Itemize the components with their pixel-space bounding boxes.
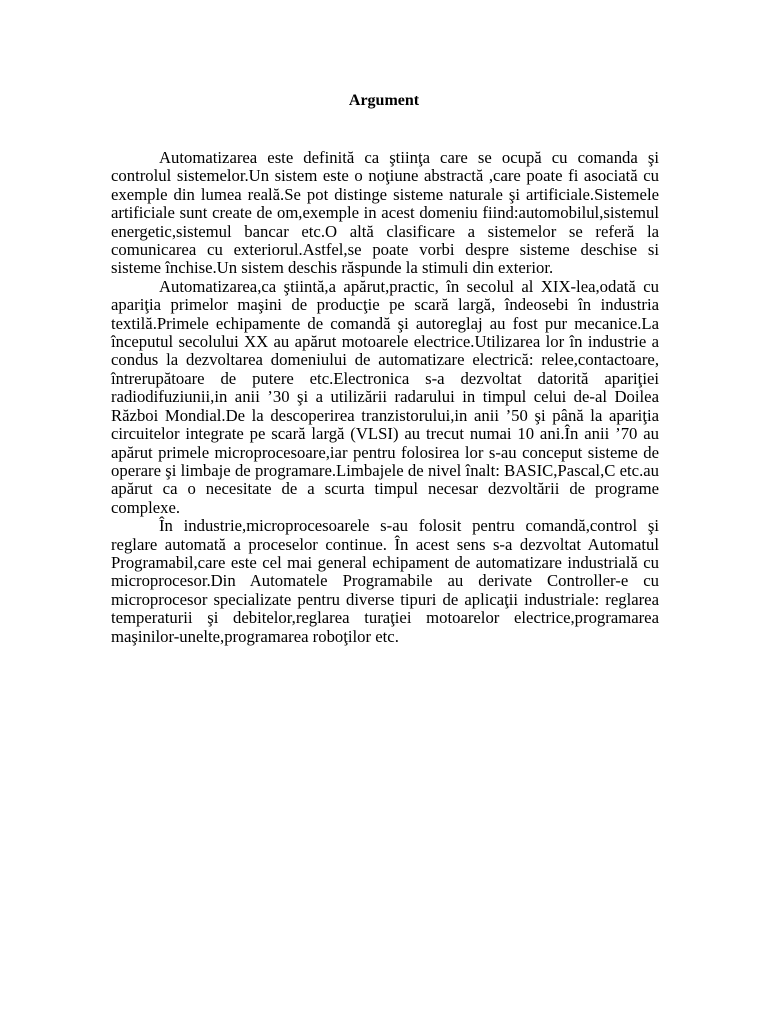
paragraph-3: În industrie,microprocesoarele s-au folosit pentru comandă,control şi reglare automată a proceselor continue. În acest sens s-a dezvoltat Automatul Programabil,care este cel mai general echipament de automatizare industrială cu microprocesor.Din Automatele Programabile au derivate Controller-e cu microprocesor specializate pentru diverse tipuri de aplicaţii industriale: reglarea temperaturii şi debitelor,reglarea turaţiei motoarelor electrice,programarea maşinilor-unelte,programarea roboţilor etc. bbox=[111, 516, 659, 646]
paragraph-2: Automatizarea,ca ştiintă,a apărut,practic, în secolul al XIX-lea,odată cu apariţia primelor maşini de producţie pe scară largă, îndeosebi în industria textilă.Primele echipamente de comandă şi autoreglaj au fost pur mecanice.La începutul secolului XX au apărut motoarele electrice.Utilizarea lor în industrie a condus la dezvoltarea domeniului de automatizare electrică: relee,contactoare, întrerupătoare de putere etc.Electronica s-a dezvoltat datorită apariţiei radiodifuziunii,in anii ’30 şi a utilizării radarului in timpul celui de-al Doilea Război Mondial.De la descoperirea tranzistorului,in anii ’50 şi până la apariţia circuitelor integrate pe scară largă (VLSI) au trecut numai 10 ani.În anii ’70 au apărut primele microprocesoare,iar pentru folosirea lor s-au conceput sisteme de operare şi limbaje de programare.Limbajele de nivel înalt: BASIC,Pascal,C etc.au apărut ca o necesitate de a scurta timpul necesar dezvoltării de programe complexe. bbox=[111, 276, 659, 517]
paragraph-1: Automatizarea este definită ca ştiinţa care se ocupă cu comanda şi controlul sistemelor.Un sistem este o noţiune abstractă ,care poate fi asociată cu exemple din lumea reală.Se pot distinge sisteme naturale şi artificiale.Sistemele artificiale sunt create de om,exemple in acest domeniu fiind:automobilul,sistemul energetic,sistemul bancar etc.O altă clasificare a sistemelor se referă la comunicarea cu exteriorul.Astfel,se poate vorbi despre sisteme deschise si sisteme închise.Un sistem deschis răspunde la stimuli din exterior. bbox=[111, 148, 659, 278]
document-body bbox=[111, 149, 659, 646]
document-title: Argument bbox=[348, 92, 420, 109]
